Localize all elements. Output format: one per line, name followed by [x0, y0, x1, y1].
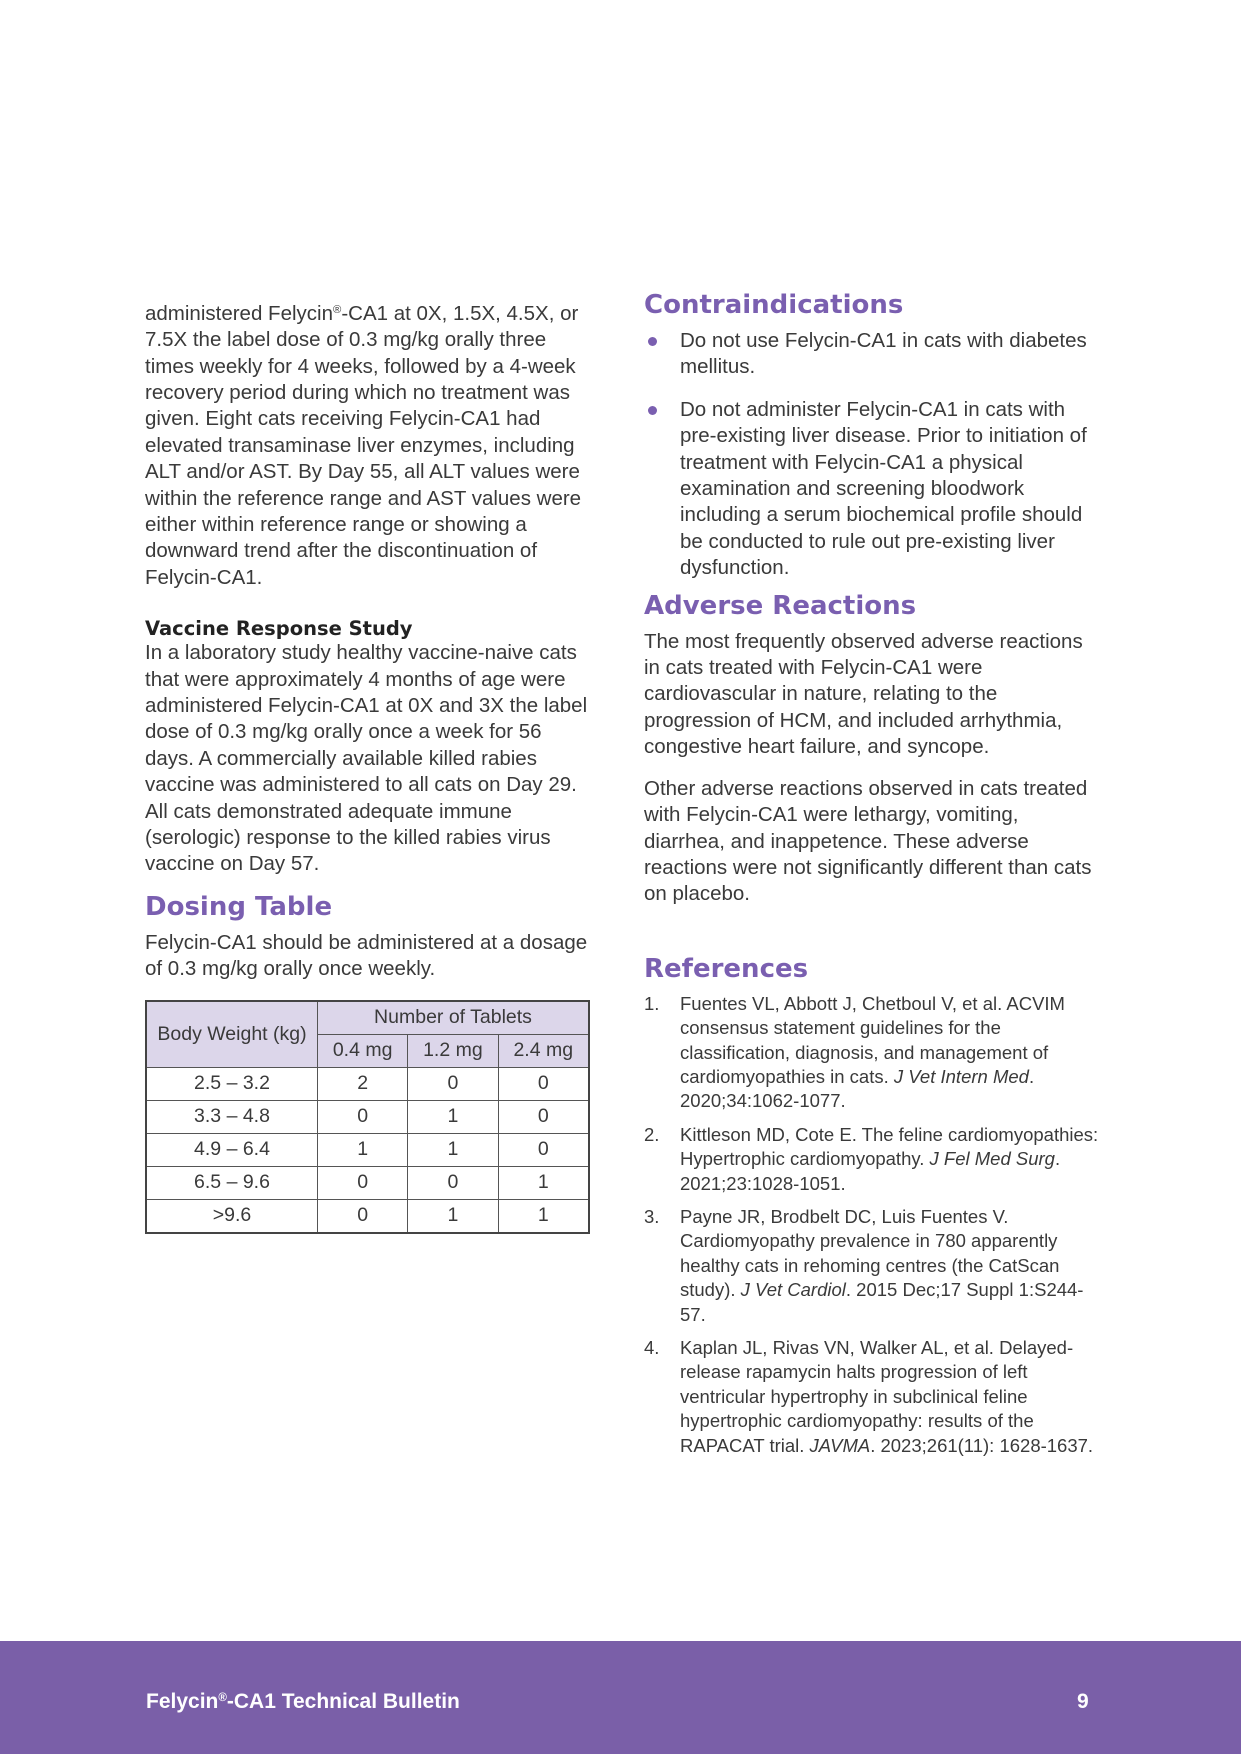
reference-text: Fuentes VL, Abbott J, Chetboul V, et al. ACVIM consensus statement guidelines for the classification, diagnosis, and management of cardiomyopathies in cats. [680, 992, 1065, 1087]
tablet-count-cell: 0 [318, 1166, 408, 1199]
vaccine-study-heading: Vaccine Response Study [145, 617, 413, 641]
weight-cell: 4.9 – 6.4 [146, 1133, 318, 1166]
tablet-size-header: 0.4 mg [318, 1034, 408, 1067]
tablet-count-cell: 1 [498, 1166, 589, 1199]
adverse-paragraph-2: Other adverse reactions observed in cats treated with Felycin-CA1 were lethargy, vomiting, diarrhea, and inappetence. These adverse reactions were not significantly different than cats on placebo. [644, 776, 1092, 906]
dosing-table [145, 1000, 590, 1234]
bullet-icon [648, 406, 657, 415]
reference-item [644, 992, 1099, 1114]
reference-item [644, 1205, 1099, 1327]
reference-number: 2. [644, 1123, 660, 1145]
table-row [146, 1067, 589, 1100]
reference-citation: . 2020;34:1062-1077. [680, 1065, 1035, 1112]
reference-journal: JAVMA [809, 1434, 871, 1456]
bullet-icon [648, 337, 657, 346]
list-item-text: Do not use Felycin-CA1 in cats with diabetes mellitus. [680, 329, 1087, 379]
table-row [146, 1133, 589, 1166]
reference-text: Payne JR, Brodbelt DC, Luis Fuentes V. Cardiomyopathy prevalence in 780 apparently healthy cats in rehoming centres (the CatScan study). [680, 1205, 1060, 1301]
tablet-size-header: 1.2 mg [408, 1034, 498, 1067]
weight-cell: >9.6 [146, 1199, 318, 1233]
weight-cell: 6.5 – 9.6 [146, 1166, 318, 1199]
right-column [644, 290, 1099, 1458]
tablet-count-cell: 0 [318, 1100, 408, 1133]
body-weight-header: Body Weight (kg) [146, 1001, 318, 1068]
reference-citation: . 2015 Dec;17 Suppl 1:S244-57. [680, 1279, 1084, 1325]
dosing-table-heading: Dosing Table [145, 891, 333, 922]
adverse-paragraph-1: The most frequently observed adverse reactions in cats treated with Felycin-CA1 were cardiovascular in nature, relating to the progression of HCM, and included arrhythmia, congestive heart failure, and syncope. [644, 629, 1083, 759]
tablet-count-cell: 1 [318, 1133, 408, 1166]
footer-title: Felycin®-CA1 Technical Bulletin [146, 1690, 460, 1713]
intro-paragraph: administered Felycin®-CA1 at 0X, 1.5X, 4.5X, or 7.5X the label dose of 0.3 mg/kg orally three times weekly for 4 weeks, followed by a 4-week recovery period during which no treatment was given. Eight cats receiving Felycin-CA1 had elevated transaminase liver enzymes, including ALT and/or AST. By Day 55, all ALT values were within the reference range and AST values were either within reference range or showing a downward trend after the discontinuation of Felycin-CA1. [145, 301, 582, 589]
tablet-count-cell: 1 [408, 1199, 498, 1233]
tablet-count-cell: 2 [318, 1067, 408, 1100]
reference-journal: J Fel Med Surg [929, 1148, 1055, 1170]
tablet-count-cell: 0 [498, 1133, 589, 1166]
tablet-count-cell: 0 [498, 1067, 589, 1100]
tablet-count-cell: 0 [408, 1067, 498, 1100]
list-item-text: Do not administer Felycin-CA1 in cats with pre-existing liver disease. Prior to initiation of treatment with Felycin-CA1 a physical examination and screening bloodwork including a serum biochemical profile should be conducted to rule out pre-existing liver dysfunction. [680, 397, 1087, 580]
references-heading: References [644, 953, 809, 984]
references-list [644, 992, 1099, 1458]
reference-journal: J Vet Intern Med [893, 1065, 1029, 1087]
reference-number: 4. [644, 1337, 660, 1358]
reference-journal: J Vet Cardiol [740, 1279, 846, 1301]
list-item [644, 328, 1099, 381]
table-row [146, 1199, 589, 1233]
left-column [145, 297, 595, 1234]
table-row [146, 1100, 589, 1133]
weight-cell: 2.5 – 3.2 [146, 1067, 318, 1100]
tablet-count-cell: 0 [498, 1100, 589, 1133]
reference-text: Kittleson MD, Cote E. The feline cardiomyopathies: Hypertrophic cardiomyopathy. [680, 1123, 1099, 1170]
vaccine-study-paragraph: In a laboratory study healthy vaccine-naive cats that were approximately 4 months of age were administered Felycin-CA1 at 0X and 3X the label dose of 0.3 mg/kg orally once a week for 56 days. A commercially available killed rabies vaccine was administered to all cats on Day 29. All cats demonstrated adequate immune (serologic) response to the killed rabies virus vaccine on Day 57. [145, 641, 588, 876]
number-of-tablets-header: Number of Tablets [318, 1001, 590, 1035]
tablet-count-cell: 1 [408, 1100, 498, 1133]
reference-item [644, 1123, 1099, 1196]
list-item [644, 397, 1099, 582]
tablet-count-cell: 0 [318, 1199, 408, 1233]
reference-citation: . 2021;23:1028-1051. [680, 1148, 1061, 1194]
reference-number: 3. [644, 1205, 660, 1227]
weight-cell: 3.3 – 4.8 [146, 1100, 318, 1133]
contraindications-heading: Contraindications [644, 290, 904, 320]
page-number: 9 [1077, 1690, 1089, 1713]
reference-number: 1. [644, 992, 660, 1014]
reference-citation: . 2023;261(11): 1628-1637. [870, 1434, 1094, 1456]
dosing-paragraph: Felycin-CA1 should be administered at a dosage of 0.3 mg/kg orally once weekly. [145, 930, 588, 981]
tablet-size-header: 2.4 mg [498, 1034, 589, 1067]
contraindications-list [644, 328, 1099, 582]
reference-text: Kaplan JL, Rivas VN, Walker AL, et al. Delayed-release rapamycin halts progression of left ventricular hypertrophy in subclinical feline hypertrophic cardiomyopathy: results of the RAPACAT trial. [680, 1337, 1074, 1456]
table-row [146, 1166, 589, 1199]
adverse-reactions-heading: Adverse Reactions [644, 590, 917, 621]
tablet-count-cell: 1 [408, 1133, 498, 1166]
tablet-count-cell: 0 [408, 1166, 498, 1199]
reference-item [644, 1336, 1099, 1458]
tablet-count-cell: 1 [498, 1199, 589, 1233]
